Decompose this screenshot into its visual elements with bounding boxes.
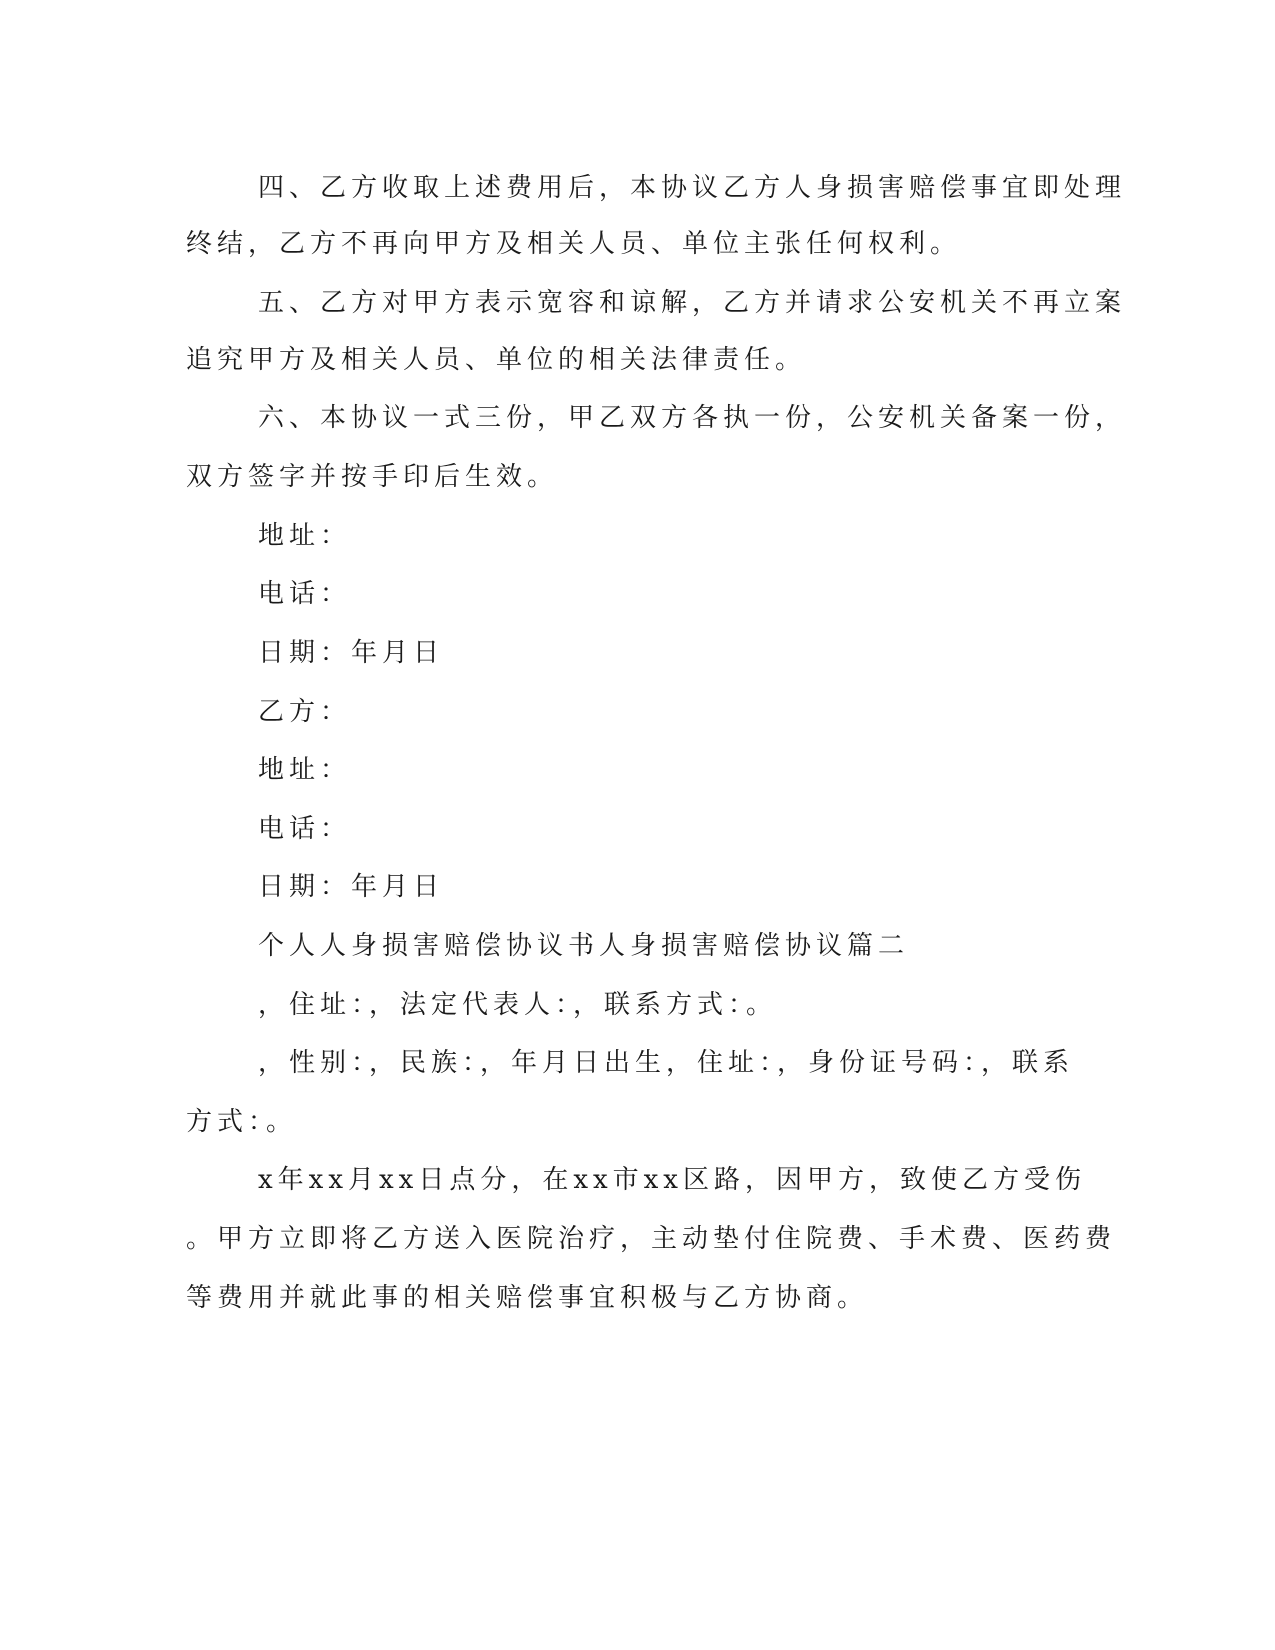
incident-line-3: 等费用并就此事的相关赔偿事宜积极与乙方协商。	[186, 1283, 869, 1313]
party-b-address: 地址：	[258, 755, 352, 785]
clause-six-line-2: 双方签字并按手印后生效。	[186, 462, 559, 492]
party-a-info: ，住址：，法定代表人：，联系方式：。	[258, 990, 778, 1020]
party-b-date: 日期：年月日	[258, 872, 445, 902]
party-b-info-line-2: 方式：。	[186, 1107, 298, 1137]
incident-line-2: 。甲方立即将乙方送入医院治疗，主动垫付住院费、手术费、医药费	[186, 1224, 1117, 1254]
clause-four-line-2: 终结，乙方不再向甲方及相关人员、单位主张任何权利。	[186, 229, 962, 259]
clause-four-line-1: 四、乙方收取上述费用后，本协议乙方人身损害赔偿事宜即处理	[258, 173, 1127, 203]
party-b-label: 乙方：	[258, 697, 352, 727]
party-b-info-line-1: ，性别：，民族：，年月日出生，住址：，身份证号码：，联系	[258, 1048, 1075, 1078]
party-a-address: 地址：	[258, 521, 352, 551]
party-a-phone: 电话：	[258, 579, 352, 609]
clause-five-line-2: 追究甲方及相关人员、单位的相关法律责任。	[186, 345, 807, 375]
clause-five-line-1: 五、乙方对甲方表示宽容和谅解，乙方并请求公安机关不再立案	[258, 288, 1127, 318]
party-b-phone: 电话：	[258, 814, 352, 844]
incident-line-1: x年xx月xx日点分，在xx市xx区路，因甲方，致使乙方受伤	[258, 1165, 1086, 1195]
party-a-date: 日期：年月日	[258, 638, 445, 668]
section-two-heading: 个人人身损害赔偿协议书人身损害赔偿协议篇二	[258, 931, 910, 961]
clause-six-line-1: 六、本协议一式三份，甲乙双方各执一份，公安机关备案一份，	[258, 403, 1127, 433]
